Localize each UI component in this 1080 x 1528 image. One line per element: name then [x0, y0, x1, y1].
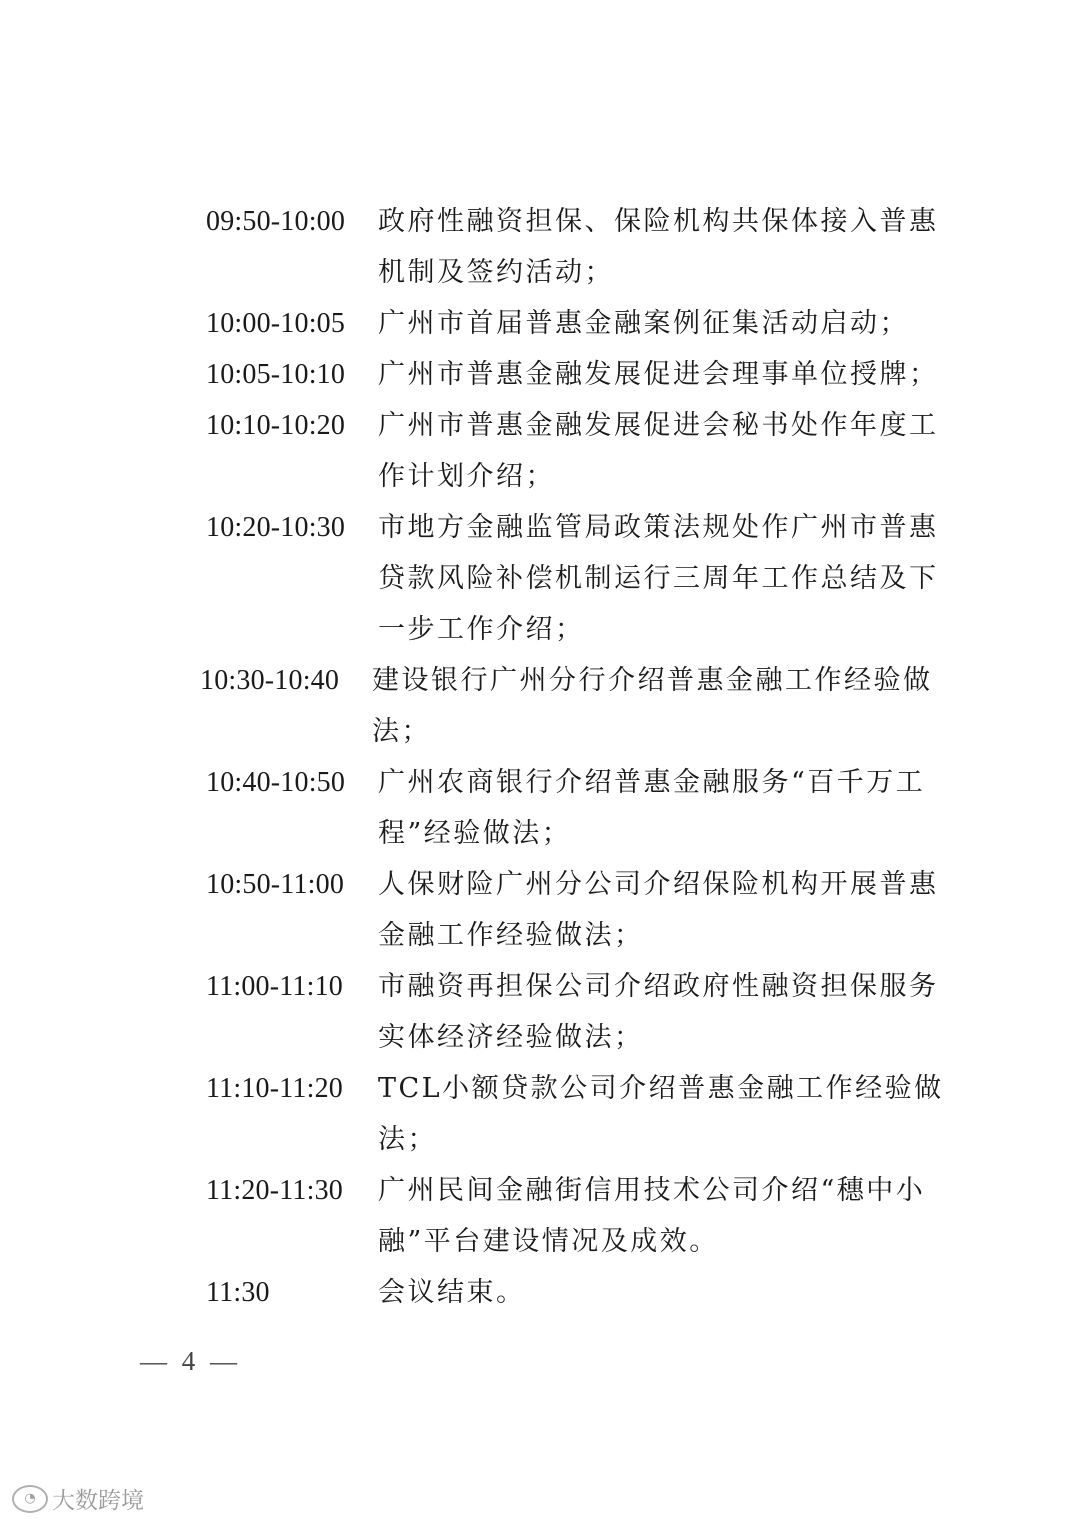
page-number: — 4 — [140, 1346, 241, 1376]
agenda-time: 11:00-11:10 [206, 971, 344, 1002]
agenda-time: 10:20-10:30 [206, 512, 346, 543]
watermark-logo-icon: ◔ [12, 1485, 48, 1513]
agenda-text: 广州农商银行介绍普惠金融服务“百千万工程”经验做法； [378, 767, 926, 849]
agenda-text: 广州民间金融街信用技术公司介绍“穗中小融”平台建设情况及成效。 [378, 1175, 926, 1257]
agenda-time: 11:30 [206, 1277, 270, 1308]
agenda-item [196, 349, 966, 400]
agenda-time: 10:10-10:20 [206, 410, 346, 441]
agenda-time: 09:50-10:00 [206, 206, 346, 237]
agenda-time: 11:10-11:20 [206, 1073, 344, 1104]
agenda-text: 广州市普惠金融发展促进会秘书处作年度工作计划介绍； [378, 410, 939, 492]
agenda-time: 11:20-11:30 [206, 1175, 344, 1206]
agenda-time: 10:30-10:40 [200, 665, 340, 696]
agenda-text: TCL小额贷款公司介绍普惠金融工作经验做法； [378, 1073, 944, 1155]
agenda-text: 市地方金融监管局政策法规处作广州市普惠贷款风险补偿机制运行三周年工作总结及下一步工作介绍； [378, 512, 939, 645]
agenda-time: 10:05-10:10 [206, 359, 346, 390]
watermark-text: 大数跨境 [52, 1488, 144, 1514]
agenda-item [196, 1063, 966, 1165]
agenda-text: 政府性融资担保、保险机构共保体接入普惠机制及签约活动； [378, 206, 939, 288]
agenda-text: 建设银行广州分行介绍普惠金融工作经验做法； [372, 665, 933, 747]
agenda-item [196, 1267, 966, 1318]
agenda-item [196, 196, 966, 298]
agenda-text: 广州市普惠金融发展促进会理事单位授牌； [378, 359, 939, 390]
agenda-item [196, 1165, 966, 1267]
watermark [12, 1482, 144, 1515]
agenda-list [196, 196, 966, 1318]
agenda-time: 10:00-10:05 [206, 308, 346, 339]
agenda-item [196, 757, 966, 859]
agenda-text: 会议结束。 [378, 1277, 526, 1308]
agenda-text: 市融资再担保公司介绍政府性融资担保服务实体经济经验做法； [378, 971, 939, 1053]
agenda-item [190, 655, 966, 757]
agenda-time: 10:50-11:00 [206, 869, 345, 900]
agenda-item [196, 400, 966, 502]
agenda-item [196, 502, 966, 655]
agenda-time: 10:40-10:50 [206, 767, 346, 798]
agenda-text: 广州市首届普惠金融案例征集活动启动； [378, 308, 909, 339]
agenda-item [196, 859, 966, 961]
agenda-text: 人保财险广州分公司介绍保险机构开展普惠金融工作经验做法； [378, 869, 939, 951]
agenda-item [196, 298, 966, 349]
agenda-item [196, 961, 966, 1063]
